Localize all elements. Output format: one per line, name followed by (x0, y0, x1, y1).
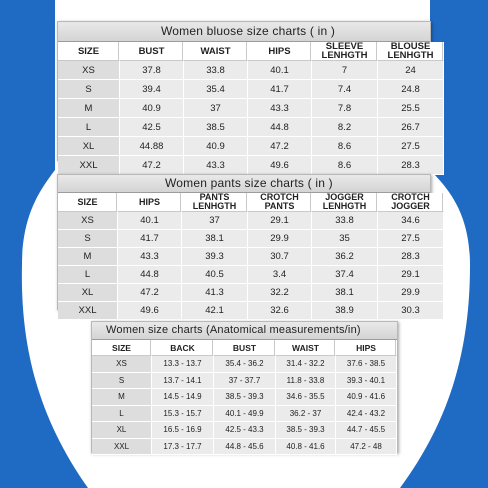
table-cell: 31.4 - 32.2 (276, 356, 336, 373)
table-cell: 49.6 (118, 302, 182, 320)
column-header: BUST (120, 42, 184, 61)
table-cell: XS (58, 212, 118, 230)
table-row (58, 248, 444, 266)
table-cell: 47.2 (118, 284, 182, 302)
blouse-size-chart (57, 21, 434, 171)
table-cell: 35.4 (184, 80, 248, 99)
table-cell: 26.7 (378, 118, 444, 137)
table-header-row (58, 42, 444, 61)
table-cell: 32.2 (248, 284, 312, 302)
column-header: WAIST (184, 42, 248, 61)
table-cell: 24.8 (378, 80, 444, 99)
table-cell: S (92, 373, 152, 390)
table-cell: 39.4 (120, 80, 184, 99)
blouse-chart-title: Women bluose size charts ( in ) (58, 22, 430, 42)
table-cell: XL (92, 422, 152, 439)
table-cell: 38.5 - 39.3 (214, 389, 276, 406)
table-cell: M (92, 389, 152, 406)
table-cell: 39.3 (182, 248, 248, 266)
table-cell: 33.8 (184, 61, 248, 80)
table-cell: 37.8 (120, 61, 184, 80)
table-cell: 15.3 - 15.7 (152, 406, 214, 423)
table-cell: 32.6 (248, 302, 312, 320)
table-row (58, 99, 444, 118)
table-cell: 33.8 (312, 212, 378, 230)
table-cell: M (58, 248, 118, 266)
column-header: SIZE (58, 193, 118, 212)
blouse-size-table (58, 42, 444, 175)
table-cell: 34.6 (378, 212, 444, 230)
table-cell: 35 (312, 230, 378, 248)
column-header: CROTCH JOGGER (378, 193, 444, 212)
table-cell: 39.3 - 40.1 (336, 373, 397, 390)
anatomical-size-table (92, 340, 397, 455)
table-cell: 38.1 (312, 284, 378, 302)
table-row (58, 212, 444, 230)
table-cell: 29.9 (248, 230, 312, 248)
table-cell: 8.6 (312, 156, 378, 175)
pants-size-table (58, 193, 444, 320)
table-cell: 42.4 - 43.2 (336, 406, 397, 423)
table-row (58, 118, 444, 137)
table-cell: 3.4 (248, 266, 312, 284)
table-cell: 29.1 (378, 266, 444, 284)
table-cell: 40.8 - 41.6 (276, 439, 336, 456)
table-row (58, 156, 444, 175)
column-header: CROTCH PANTS (248, 193, 312, 212)
table-cell: 35.4 - 36.2 (214, 356, 276, 373)
table-cell: XS (92, 356, 152, 373)
table-cell: 37.6 - 38.5 (336, 356, 397, 373)
table-cell: 38.1 (182, 230, 248, 248)
table-cell: 47.2 - 48 (336, 439, 397, 456)
table-cell: S (58, 80, 120, 99)
table-row (92, 373, 397, 390)
table-cell: 44.8 - 45.6 (214, 439, 276, 456)
table-cell: 49.6 (248, 156, 312, 175)
table-cell: 7.8 (312, 99, 378, 118)
table-cell: 41.3 (182, 284, 248, 302)
table-row (92, 406, 397, 423)
table-cell: 42.1 (182, 302, 248, 320)
table-cell: 14.5 - 14.9 (152, 389, 214, 406)
table-cell: 44.88 (120, 137, 184, 156)
table-cell: 43.3 (248, 99, 312, 118)
table-cell: 36.2 - 37 (276, 406, 336, 423)
column-header: WAIST (276, 340, 336, 356)
table-row (58, 80, 444, 99)
table-cell: 42.5 - 43.3 (214, 422, 276, 439)
table-cell: XXL (58, 156, 120, 175)
anatomical-size-chart (91, 321, 398, 453)
table-cell: 42.5 (120, 118, 184, 137)
column-header: JOGGER LENHGTH (312, 193, 378, 212)
table-cell: 13.7 - 14.1 (152, 373, 214, 390)
table-cell: 29.9 (378, 284, 444, 302)
anatomical-chart-title: Women size charts (Anatomical measurements/in) (92, 322, 397, 340)
table-row (92, 356, 397, 373)
column-header: HIPS (336, 340, 397, 356)
table-cell: 44.7 - 45.5 (336, 422, 397, 439)
column-header: BLOUSE LENHGTH (378, 42, 444, 61)
column-header: BUST (214, 340, 276, 356)
table-cell: 11.8 - 33.8 (276, 373, 336, 390)
table-cell: 29.1 (248, 212, 312, 230)
table-row (92, 439, 397, 456)
table-cell: 27.5 (378, 230, 444, 248)
table-row (58, 266, 444, 284)
table-cell: 40.1 (118, 212, 182, 230)
pants-size-chart (57, 174, 431, 316)
table-cell: 37 (182, 212, 248, 230)
table-cell: 13.3 - 13.7 (152, 356, 214, 373)
table-cell: 40.9 (184, 137, 248, 156)
table-cell: 37.4 (312, 266, 378, 284)
table-row (92, 422, 397, 439)
table-cell: L (92, 406, 152, 423)
column-header: SIZE (92, 340, 152, 356)
table-cell: 44.8 (118, 266, 182, 284)
table-cell: 28.3 (378, 248, 444, 266)
table-cell: L (58, 266, 118, 284)
table-cell: XXL (92, 439, 152, 456)
column-header: SIZE (58, 42, 120, 61)
table-cell: 24 (378, 61, 444, 80)
table-cell: 43.3 (118, 248, 182, 266)
table-cell: L (58, 118, 120, 137)
table-cell: 38.9 (312, 302, 378, 320)
table-cell: 37 (184, 99, 248, 118)
table-cell: XS (58, 61, 120, 80)
table-cell: XL (58, 284, 118, 302)
table-row (58, 230, 444, 248)
table-cell: M (58, 99, 120, 118)
table-header-row (58, 193, 444, 212)
table-cell: 41.7 (248, 80, 312, 99)
table-cell: 30.3 (378, 302, 444, 320)
table-cell: 25.5 (378, 99, 444, 118)
table-cell: 8.2 (312, 118, 378, 137)
table-cell: 34.6 - 35.5 (276, 389, 336, 406)
table-cell: XL (58, 137, 120, 156)
table-row (58, 302, 444, 320)
table-cell: 43.3 (184, 156, 248, 175)
table-cell: 30.7 (248, 248, 312, 266)
table-cell: 8.6 (312, 137, 378, 156)
table-cell: 27.5 (378, 137, 444, 156)
table-row (92, 389, 397, 406)
table-cell: 40.1 - 49.9 (214, 406, 276, 423)
column-header: BACK (152, 340, 214, 356)
table-cell: 47.2 (248, 137, 312, 156)
table-cell: S (58, 230, 118, 248)
table-header-row (92, 340, 397, 356)
table-cell: 41.7 (118, 230, 182, 248)
table-cell: 40.9 - 41.6 (336, 389, 397, 406)
table-cell: 28.3 (378, 156, 444, 175)
column-header: PANTS LENHGTH (182, 193, 248, 212)
table-cell: 40.1 (248, 61, 312, 80)
table-row (58, 284, 444, 302)
column-header: HIPS (118, 193, 182, 212)
table-row (58, 137, 444, 156)
table-cell: 38.5 (184, 118, 248, 137)
table-cell: 40.9 (120, 99, 184, 118)
table-cell: 47.2 (120, 156, 184, 175)
column-header: HIPS (248, 42, 312, 61)
table-cell: 7.4 (312, 80, 378, 99)
table-row (58, 61, 444, 80)
table-cell: 16.5 - 16.9 (152, 422, 214, 439)
table-cell: 7 (312, 61, 378, 80)
table-cell: 36.2 (312, 248, 378, 266)
table-cell: XXL (58, 302, 118, 320)
table-cell: 17.3 - 17.7 (152, 439, 214, 456)
pants-chart-title: Women pants size charts ( in ) (58, 175, 430, 193)
column-header: SLEEVE LENHGTH (312, 42, 378, 61)
table-cell: 40.5 (182, 266, 248, 284)
table-cell: 37 - 37.7 (214, 373, 276, 390)
table-cell: 44.8 (248, 118, 312, 137)
table-cell: 38.5 - 39.3 (276, 422, 336, 439)
